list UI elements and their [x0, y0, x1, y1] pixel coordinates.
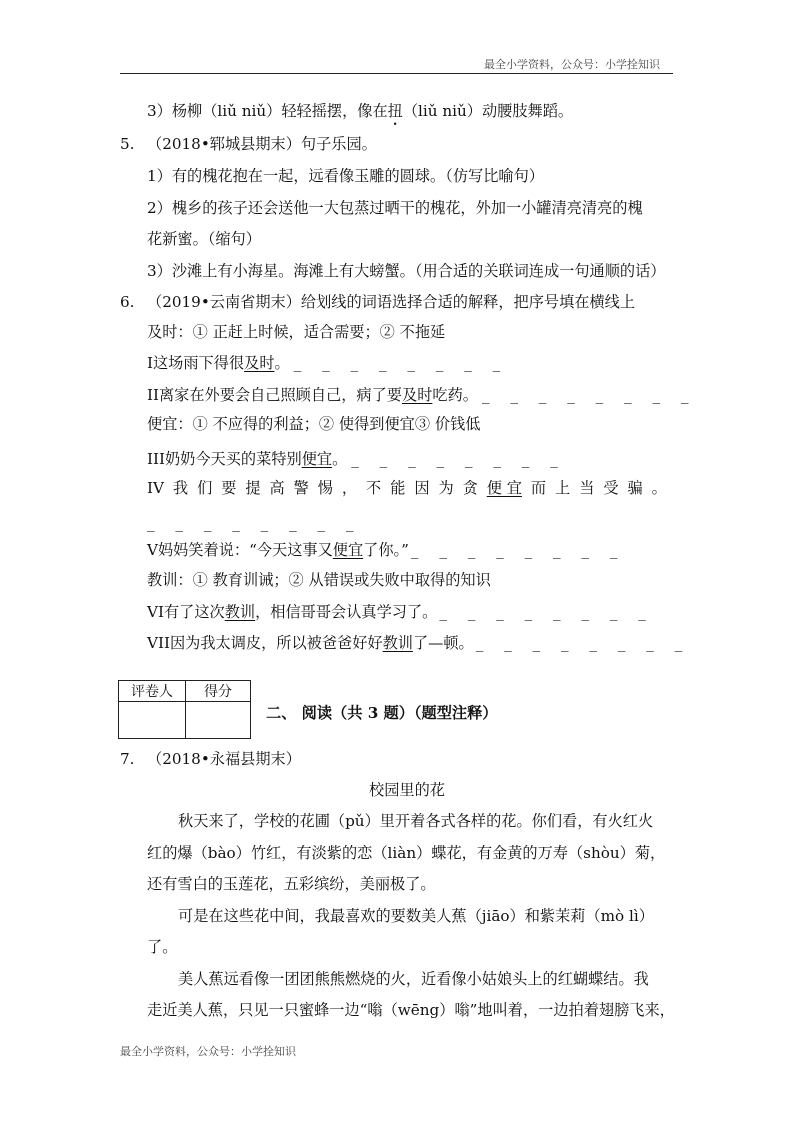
q4-item-3-part1: 3）杨柳（liǔ niǔ）轻轻摇摆，像在 — [147, 102, 388, 120]
q6-definition-jiaoxun: 教训：① 教育训诫；② 从错误或失败中取得的知识 — [147, 571, 491, 589]
q6-sentence-2: II离家在外要会自己照顾自己，病了要及时吃药。 _ _ _ _ _ _ _ _ — [147, 386, 697, 404]
sentence-char: 因 — [414, 479, 430, 497]
score-table-score-cell[interactable] — [186, 702, 251, 739]
sentence-char: 为 — [438, 479, 454, 497]
q6-sentence-6: VI有了这次教训，相信哥哥会认真学习了。 _ _ _ _ _ _ _ _ — [147, 603, 654, 621]
q4-item-3 — [147, 101, 573, 129]
q6-stem: （2019•云南省期末）给划线的词语选择合适的解释，把序号填在横线上 — [147, 293, 636, 311]
q6-sentence-3: III奶奶今天买的菜特别便宜。 _ _ _ _ _ _ _ _ — [147, 450, 566, 468]
answer-blank[interactable]: _ _ _ _ _ _ _ _ — [481, 386, 697, 404]
score-table — [118, 680, 251, 739]
sentence-char: 警 — [293, 479, 309, 497]
passage-line: 红的爆（bào）竹红，有淡紫的恋（liàn）蝶花，有金黄的万寿（shòu）菊， — [147, 844, 666, 862]
passage-line: 还有雪白的玉莲花，五彩缤纷，美丽极了。 — [147, 875, 436, 893]
answer-blank[interactable]: _ _ _ _ _ _ _ _ — [410, 541, 626, 559]
sentence-char: 惕 — [317, 479, 333, 497]
q4-item-3-dotted-char: 扭 — [387, 102, 403, 120]
q6-sentence-4-justified — [147, 478, 667, 498]
q6-number: 6. — [120, 293, 135, 311]
sentence-char: 上 — [555, 479, 571, 497]
sentence-char: 。 — [651, 479, 667, 497]
underlined-word: 及时 — [402, 386, 433, 404]
q5-number: 5. — [120, 135, 135, 153]
sentence-char: ， — [341, 479, 358, 497]
underlined-word: 教训 — [382, 634, 413, 652]
sentence-char: 骗 — [627, 479, 643, 497]
passage-line: 了。 — [147, 938, 178, 956]
q6-sentence-5: V妈妈笑着说：“今天这事又便宜了你。” _ _ _ _ _ _ _ _ — [147, 541, 626, 559]
score-table-reviewer-header: 评卷人 — [119, 681, 186, 702]
sentence-char: 贪 — [462, 479, 478, 497]
answer-blank[interactable]: _ _ _ _ _ _ _ _ — [351, 450, 566, 468]
sentence-char: 不 — [366, 479, 382, 497]
sentence-char: 们 — [197, 479, 213, 497]
q7-stem: （2018•永福县期末） — [147, 750, 301, 768]
q4-item-3-part2: （liǔ niǔ）动腰肢舞蹈。 — [402, 102, 574, 120]
page-header: 最全小学资料，公众号：小学拴知识 — [484, 58, 660, 71]
passage-line: 走近美人蕉，只见一只蜜蜂一边“嗡（wēng）嗡”地叫着，一边拍着翅膀飞来， — [147, 1001, 675, 1019]
q6-sentence-7: VII因为我太调皮，所以被爸爸好好教训了—顿。 _ _ _ _ _ _ _ _ — [147, 634, 691, 652]
underlined-word: 教训 — [224, 603, 256, 621]
header-rule — [120, 73, 673, 74]
q5-item-2-cont: 花新蜜。（缩句） — [147, 230, 261, 248]
sentence-char: 高 — [269, 479, 285, 497]
sentence-char: 要 — [221, 479, 237, 497]
q5-item-1: 1）有的槐花抱在一起，远看像玉雕的圆球。（仿写比喻句） — [147, 167, 544, 185]
q5-stem: （2018•郓城县期末）句子乐园。 — [147, 135, 377, 153]
answer-blank[interactable]: _ _ _ _ _ _ _ _ — [475, 634, 691, 652]
answer-blank[interactable]: _ _ _ _ _ _ _ _ — [439, 603, 654, 621]
answer-blank[interactable]: _ _ _ _ _ _ _ _ — [293, 354, 509, 372]
sentence-char: 而 — [530, 479, 547, 497]
score-table-reviewer-cell[interactable] — [119, 702, 186, 739]
q5-item-3: 3）沙滩上有小海星。海滩上有大螃蟹。（用合适的关联词连成一句通顺的话） — [147, 262, 666, 280]
page-footer: 最全小学资料，公众号：小学拴知识 — [120, 1045, 296, 1058]
score-table-score-header: 得分 — [186, 681, 251, 702]
sentence-char: IV — [147, 479, 164, 497]
q6-definition-pianyi: 便宜：① 不应得的利益；② 使得到便宜③ 价钱低 — [147, 415, 481, 433]
q6-sentence-1: I这场雨下得很及时。 _ _ _ _ _ _ _ _ — [147, 354, 509, 372]
passage-line: 美人蕉远看像一团团熊熊燃烧的火，近看像小姑娘头上的红蝴蝶结。我 — [178, 970, 649, 988]
q7-number: 7. — [120, 750, 135, 768]
underlined-word: 便宜 — [332, 541, 364, 559]
sentence-char: 提 — [245, 479, 261, 497]
passage-line: 秋天来了，学校的花圃（pǔ）里开着各式各样的花。你们看，有火红火 — [178, 812, 654, 830]
sentence-char: 我 — [172, 479, 189, 497]
sentence-char: 当 — [579, 479, 595, 497]
section-2-title: 二、 阅读（共 3 题）（题型注释） — [266, 704, 498, 722]
passage-line: 可是在这些花中间，我最喜欢的要数美人蕉（jiāo）和紫茉莉（mò lì） — [178, 907, 654, 925]
q6-sentence-4 — [147, 478, 667, 498]
underlined-word: 及时 — [244, 354, 275, 372]
q6-definition-jishi: 及时：① 正赶上时候，适合需要；② 不拖延 — [147, 323, 446, 341]
q5-item-2: 2）槐乡的孩子还会送他一大包蒸过晒干的槐花，外加一小罐清亮清亮的槐 — [147, 199, 643, 217]
sentence-char: 受 — [603, 479, 619, 497]
passage-title: 校园里的花 — [369, 781, 445, 799]
underlined-word: 便 宜 — [486, 479, 522, 497]
answer-blank[interactable]: _ _ _ _ _ _ _ _ — [147, 514, 362, 532]
sentence-char: 能 — [390, 479, 406, 497]
underlined-word: 便宜 — [301, 450, 333, 468]
